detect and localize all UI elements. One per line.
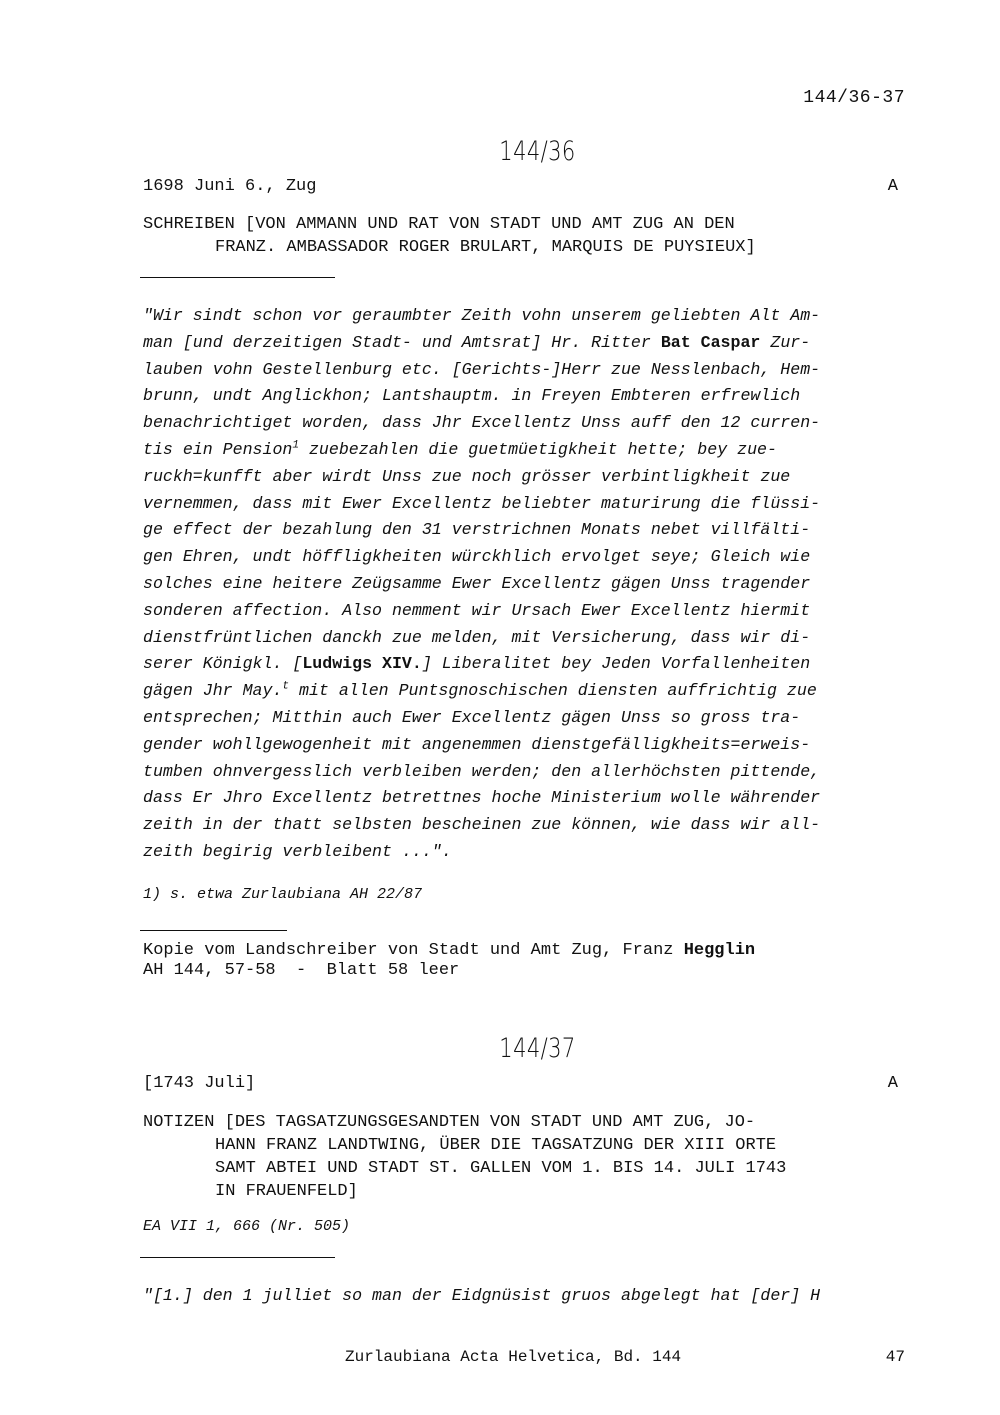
footnote-marker: 1: [292, 439, 299, 452]
text-line: benachrichtiget worden, dass Jhr Excellentz Unss auff den 12 curren-: [143, 413, 821, 433]
notes-text: [143, 1283, 903, 1310]
divider: [140, 1257, 335, 1258]
entry-number: 144/36: [499, 136, 576, 167]
entry-title: [143, 213, 903, 259]
text-line: sonderen affection. Also nemment wir Ursach Ewer Excellentz hiermit: [143, 600, 811, 620]
text-line: tumben ohnvergesslich verbleiben werden; den allerhöchsten pittende,: [143, 761, 821, 781]
person-name: Hegglin: [683, 941, 756, 960]
text-line: dass Er Jhro Excellentz betrettnes hoche Ministerium wolle währender: [143, 788, 821, 808]
entry-title: [143, 1111, 903, 1203]
title-line: IN FRAUENFELD]: [215, 1182, 358, 1201]
footnote: 1) s. etwa Zurlaubiana AH 22/87: [143, 886, 423, 903]
text-line: gender wohllgewogenheit mit angenemmen dienstgefälligkheits=erweis-: [143, 734, 811, 754]
edition-reference: EA VII 1, 666 (Nr. 505): [143, 1218, 351, 1235]
text-line: man [und derzeitigen Stadt- und Amtsrat] Hr. Ritter Bat Caspar Zur-: [143, 332, 811, 352]
superscript: t: [282, 680, 290, 693]
text-line: solches eine heitere Zeügsamme Ewer Excellentz gägen Unss tragender: [143, 573, 811, 593]
text-line: lauben vohn Gestellenburg etc. [Gerichts-]Herr zue Nesslenbach, Hem-: [143, 359, 821, 379]
text-line: gägen Jhr May.$^t$ mit allen Puntsgnoschischen diensten auffrichtig zue: [143, 680, 817, 701]
entry-class: A: [887, 177, 898, 196]
source-line: Kopie vom Landschreiber von Stadt und Amt Zug, Franz Hegglin: [143, 941, 756, 960]
person-name: Bat Caspar: [660, 332, 761, 352]
entry-class: A: [887, 1074, 898, 1093]
text-line: serer Königkl. [Ludwigs XIV.] Liberalitet bey Jeden Vorfallenheiten: [143, 654, 811, 674]
entry-meta: [143, 177, 898, 196]
source-note: [143, 941, 755, 981]
title-line: SAMT ABTEI UND STADT ST. GALLEN VOM 1. BIS 14. JULI 1743: [215, 1159, 787, 1178]
title-line: NOTIZEN [DES TAGSATZUNGSGESANDTEN VON STADT UND AMT ZUG, JO-: [143, 1113, 756, 1132]
text-line: tis ein Pension$^1$ zuebezahlen die guetmüetigkheit hette; bey zue-: [143, 439, 777, 459]
text-line: zeith in der thatt selbsten bescheinen zue können, wie dass wir all-: [143, 815, 821, 835]
source-line: AH 144, 57-58 - Blatt 58 leer: [143, 961, 460, 980]
text-line: "Wir sindt schon vor geraumbter Zeith vohn unserem geliebten Alt Am-: [143, 306, 821, 325]
text-line: brunn, undt Anglickhon; Lantshauptm. in Freyen Embteren erfrewlich: [143, 386, 801, 406]
text-line: ge effect der bezahlung den 31 verstrichnen Monats nebet villfälti-: [143, 520, 811, 540]
entry-number: 144/37: [499, 1033, 576, 1064]
entry-meta: [143, 1074, 898, 1093]
title-line: HANN FRANZ LANDTWING, ÜBER DIE TAGSATZUNG DER XIII ORTE: [215, 1136, 777, 1155]
text-line: ruckh=kunfft aber wirdt Unss zue noch grösser verbintligkheit zue: [143, 466, 791, 486]
entry-date: 1698 Juni 6., Zug: [143, 177, 317, 196]
letter-text: [143, 303, 903, 866]
page-reference: 144/36-37: [803, 88, 905, 108]
text-line: vernemmen, dass mit Ewer Excellentz beliebter maturirung die flüssi-: [143, 493, 821, 513]
publication-footer: Zurlaubiana Acta Helvetica, Bd. 144: [345, 1348, 682, 1366]
person-name: Ludwigs XIV.: [302, 654, 422, 674]
text-line: entsprechen; Mitthin auch Ewer Excellentz gägen Unss so gross tra-: [143, 707, 801, 727]
entry-date: [1743 Juli]: [143, 1074, 256, 1093]
text-line: "[1.] den 1 julliet so man der Eidgnüsist gruos abgelegt hat [der] H: [143, 1286, 821, 1305]
text-line: gen Ehren, undt höffligkheiten würckhlich ervolget seye; Gleich wie: [143, 547, 811, 567]
title-line: SCHREIBEN [VON AMMANN UND RAT VON STADT UND AMT ZUG AN DEN: [143, 215, 735, 234]
text-line: zeith begirig verbleibent ...".: [143, 841, 452, 861]
page-number: 47: [885, 1348, 905, 1366]
title-line: FRANZ. AMBASSADOR ROGER BRULART, MARQUIS DE PUYSIEUX]: [215, 238, 756, 257]
divider: [140, 930, 287, 931]
text-line: dienstfrüntlichen danckh zue melden, mit Versicherung, dass wir di-: [143, 627, 811, 647]
divider: [140, 277, 335, 278]
